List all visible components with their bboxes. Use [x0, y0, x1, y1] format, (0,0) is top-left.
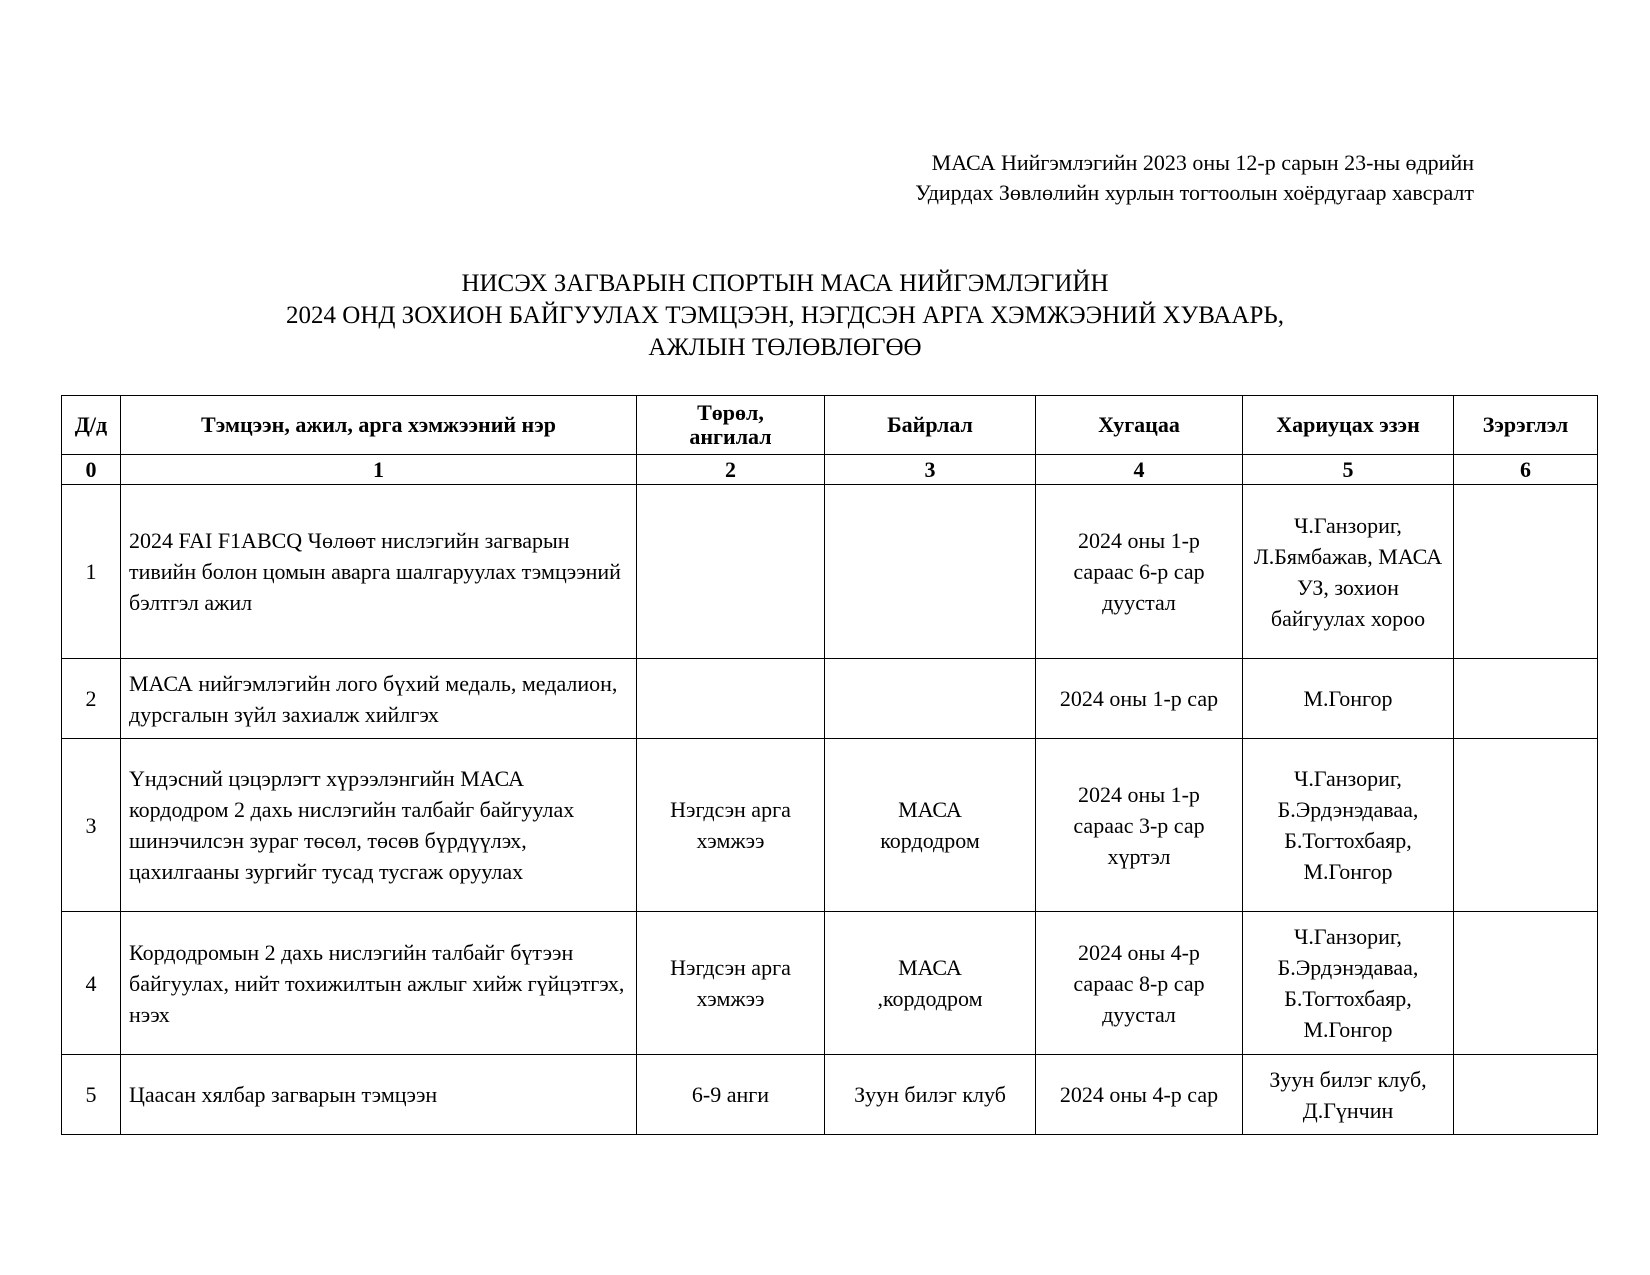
col-header-type-line-2: ангилал [689, 424, 772, 449]
index-cell: 6 [1454, 455, 1598, 485]
document-title-line-3: АЖЛЫН ТӨЛӨВЛӨГӨӨ [648, 334, 922, 361]
cell-rank [1454, 659, 1598, 739]
table-row [62, 912, 1598, 1055]
col-header-rank: Зэрэглэл [1454, 396, 1598, 455]
table-row [62, 739, 1598, 912]
cell-name: Үндэсний цэцэрлэгт хүрээлэнгийн МАСА кордодром 2 дахь нислэгийн талбайг байгуулах шинэчилсэн зураг төсөл, төсөв бүрдүүлэх, цахилгааны зургийг тусад тусгаж оруулах [121, 739, 637, 912]
cell-responsible: Ч.Ганзориг, Л.Бямбажав, МАСА УЗ, зохион байгуулах хороо [1243, 485, 1454, 659]
col-header-responsible: Хариуцах эзэн [1243, 396, 1454, 455]
cell-name: 2024 FAI F1ABCQ Чөлөөт нислэгийн загварын тивийн болон цомын аварга шалгаруулах тэмцээний бэлтгэл ажил [121, 485, 637, 659]
appendix-note-line-1: МАСА Нийгэмлэгийн 2023 оны 12-р сарын 23-ны өдрийн [931, 150, 1474, 175]
table-row [62, 485, 1598, 659]
cell-period: 2024 оны 4-р сараас 8-р сар дуустал [1036, 912, 1243, 1055]
col-header-location: Байрлал [825, 396, 1036, 455]
appendix-note-line-2: Удирдах Зөвлөлийн хурлын тогтоолын хоёрдугаар хавсралт [915, 180, 1474, 205]
cell-location: Зуун билэг клуб [825, 1055, 1036, 1135]
cell-period: 2024 оны 1-р сар [1036, 659, 1243, 739]
table-row [62, 659, 1598, 739]
index-cell: 0 [62, 455, 121, 485]
cell-responsible: Ч.Ганзориг, Б.Эрдэнэдаваа, Б.Тогтохбаяр, М.Гонгор [1243, 739, 1454, 912]
cell-name: МАСА нийгэмлэгийн лого бүхий медаль, медалион, дурсгалын зүйл захиалж хийлгэх [121, 659, 637, 739]
plan-table [61, 395, 1598, 1135]
cell-rank [1454, 739, 1598, 912]
col-header-name: Тэмцээн, ажил, арга хэмжээний нэр [121, 396, 637, 455]
cell-no: 4 [62, 912, 121, 1055]
cell-type: Нэгдсэн арга хэмжээ [637, 912, 825, 1055]
cell-no: 5 [62, 1055, 121, 1135]
index-cell: 3 [825, 455, 1036, 485]
index-cell: 2 [637, 455, 825, 485]
cell-location [825, 659, 1036, 739]
document-title-line-1: НИСЭХ ЗАГВАРЫН СПОРТЫН МАСА НИЙГЭМЛЭГИЙН [461, 270, 1109, 297]
document-title [150, 268, 1420, 364]
cell-type [637, 485, 825, 659]
cell-responsible: Ч.Ганзориг, Б.Эрдэнэдаваа, Б.Тогтохбаяр, М.Гонгор [1243, 912, 1454, 1055]
index-cell: 1 [121, 455, 637, 485]
col-header-no: Д/д [62, 396, 121, 455]
cell-type: Нэгдсэн арга хэмжээ [637, 739, 825, 912]
table-row [62, 1055, 1598, 1135]
cell-location [825, 485, 1036, 659]
cell-responsible: М.Гонгор [1243, 659, 1454, 739]
cell-period: 2024 оны 1-р сараас 3-р сар хүртэл [1036, 739, 1243, 912]
cell-name: Цаасан хялбар загварын тэмцээн [121, 1055, 637, 1135]
document-title-line-2: 2024 ОНД ЗОХИОН БАЙГУУЛАХ ТЭМЦЭЭН, НЭГДСЭН АРГА ХЭМЖЭЭНИЙ ХУВААРЬ, [286, 302, 1284, 329]
cell-period: 2024 оны 4-р сар [1036, 1055, 1243, 1135]
appendix-note [915, 148, 1474, 208]
cell-no: 3 [62, 739, 121, 912]
table-header-row [62, 396, 1598, 455]
index-cell: 5 [1243, 455, 1454, 485]
cell-rank [1454, 912, 1598, 1055]
col-header-period: Хугацаа [1036, 396, 1243, 455]
cell-no: 1 [62, 485, 121, 659]
cell-location: МАСА ,кордодром [825, 912, 1036, 1055]
cell-name: Кордодромын 2 дахь нислэгийн талбайг бүтээн байгуулах, нийт тохижилтын ажлыг хийж гүйцэтгэх, нээх [121, 912, 637, 1055]
col-header-type [637, 396, 825, 455]
cell-location: МАСА кордодром [825, 739, 1036, 912]
table-index-row [62, 455, 1598, 485]
cell-rank [1454, 485, 1598, 659]
cell-responsible: Зуун билэг клуб, Д.Гүнчин [1243, 1055, 1454, 1135]
cell-type: 6-9 анги [637, 1055, 825, 1135]
col-header-type-line-1: Төрөл, [697, 400, 764, 425]
index-cell: 4 [1036, 455, 1243, 485]
cell-period: 2024 оны 1-р сараас 6-р сар дуустал [1036, 485, 1243, 659]
cell-rank [1454, 1055, 1598, 1135]
cell-type [637, 659, 825, 739]
cell-no: 2 [62, 659, 121, 739]
